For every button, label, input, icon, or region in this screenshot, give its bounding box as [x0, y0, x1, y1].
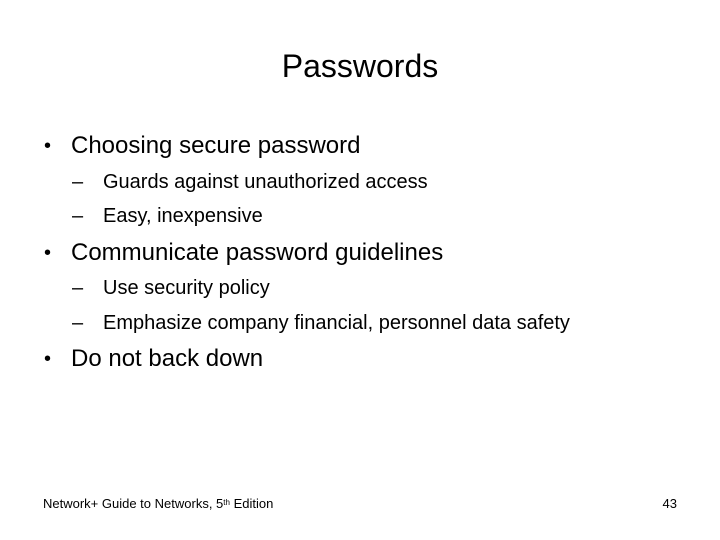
bullet-text: Communicate password guidelines [71, 239, 444, 266]
sub-bullet-text: Use security policy [103, 277, 270, 299]
footer-source-superscript: th [223, 498, 230, 507]
slide-title: Passwords [281, 48, 439, 84]
bullet-marker: • [44, 135, 52, 157]
bullet-text: Do not back down [71, 345, 264, 372]
bullet-text: Choosing secure password [71, 132, 361, 159]
sub-bullet-marker: – [72, 277, 84, 299]
footer-source-suffix: Edition [229, 496, 274, 511]
sub-bullet-text: Guards against unauthorized access [103, 171, 428, 193]
page-number: 43 [662, 496, 677, 511]
sub-bullet-text: Easy, inexpensive [103, 205, 263, 227]
sub-bullet-text: Emphasize company financial, personnel data safety [103, 312, 570, 334]
sub-bullet-marker: – [72, 312, 84, 334]
footer-source-prefix: Network+ Guide to Networks, 5 [43, 496, 224, 511]
sub-bullet-marker: – [72, 171, 84, 193]
footer-source [43, 496, 273, 512]
bullet-marker: • [44, 242, 52, 264]
sub-bullet-marker: – [72, 205, 84, 227]
bullet-marker: • [44, 348, 52, 370]
